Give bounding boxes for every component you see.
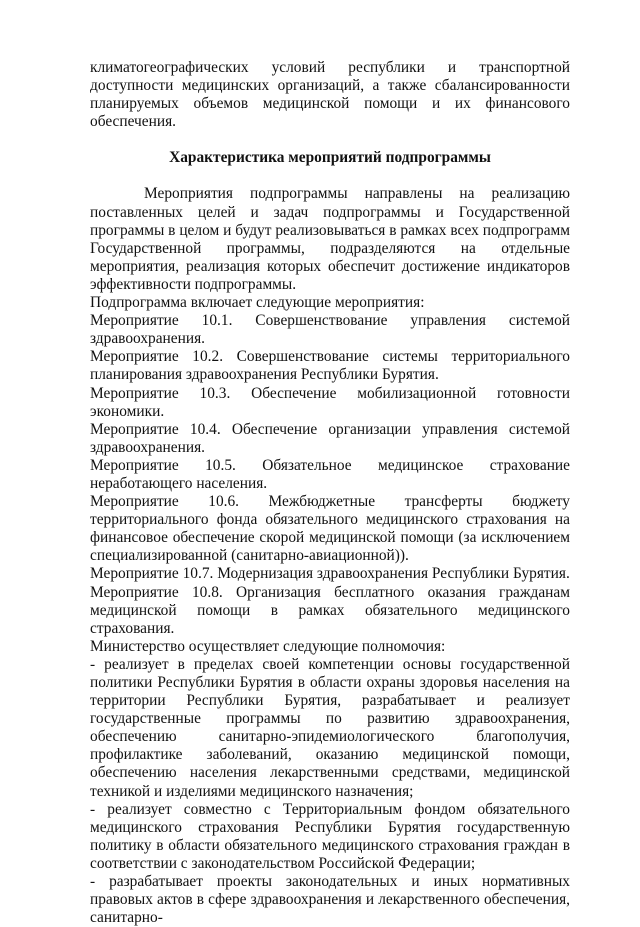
measure-10-7: Мероприятие 10.7. Модернизация здравоохранения Республики Бурятия. xyxy=(90,565,570,583)
measure-10-1: Мероприятие 10.1. Совершенствование управления системой здравоохранения. xyxy=(90,312,570,348)
ministry-power-item: - реализует в пределах своей компетенции основы государственной политики Республики Бурятия в области охраны здоровья населения на территории Республики Бурятия, разрабатывает и реализует государственные программы по развитию здравоохранения, обеспечению санитарно-эпидемиологического благополучия, профилактике заболеваний, оказанию медицинской помощи, обеспечению населения лекарственными средствами, медицинской техникой и изделиями медицинского назначения; xyxy=(90,655,570,800)
ministry-power-item: - реализует совместно с Территориальным фондом обязательного медицинского страхования Республики Бурятия государственную политику в области обязательного медицинского страхования граждан в соответствии с законодательством Российской Федерации; xyxy=(90,800,570,872)
measure-10-8: Мероприятие 10.8. Организация бесплатного оказания гражданам медицинской помощи в рамках обязательного медицинского страхования. xyxy=(90,583,570,637)
paragraph-measures-purpose: Мероприятия подпрограммы направлены на реализацию поставленных целей и задач подпрограммы и Государственной программы в целом и будут реализовываться в рамках всех подпрограмм Государственной программы, подразделяются на отдельные мероприятия, реализация которых обеспечит достижение индикаторов эффективности подпрограммы. xyxy=(90,185,570,293)
measure-10-4: Мероприятие 10.4. Обеспечение организации управления системой здравоохранения. xyxy=(90,420,570,456)
measure-10-2: Мероприятие 10.2. Совершенствование системы территориального планирования здравоохранения Республики Бурятия. xyxy=(90,348,570,384)
measure-10-5: Мероприятие 10.5. Обязательное медицинское страхование неработающего населения. xyxy=(90,456,570,492)
paragraph-measures-list-intro: Подпрограмма включает следующие мероприятия: xyxy=(90,294,425,312)
document-body xyxy=(90,59,570,927)
measure-10-6: Мероприятие 10.6. Межбюджетные трансферты бюджету территориального фонда обязательного медицинского страхования на финансовое обеспечение скорой медицинской помощи (за исключением специализированной (санитарно-авиационной)). xyxy=(90,493,570,565)
paragraph-intro-continuation: климатогеографических условий республики и транспортной доступности медицинских организаций, а также сбалансированности планируемых объемов медицинской помощи и их финансового обеспечения. xyxy=(90,59,570,131)
measure-10-3: Мероприятие 10.3. Обеспечение мобилизационной готовности экономики. xyxy=(90,384,570,420)
paragraph-ministry-powers-intro: Министерство осуществляет следующие полномочия: xyxy=(90,637,446,655)
section-heading: Характеристика мероприятий подпрограммы xyxy=(169,149,491,167)
ministry-power-item: - разрабатывает проекты законодательных и иных нормативных правовых актов в сфере здравоохранения и лекарственного обеспечения, санитарно- xyxy=(90,873,570,927)
